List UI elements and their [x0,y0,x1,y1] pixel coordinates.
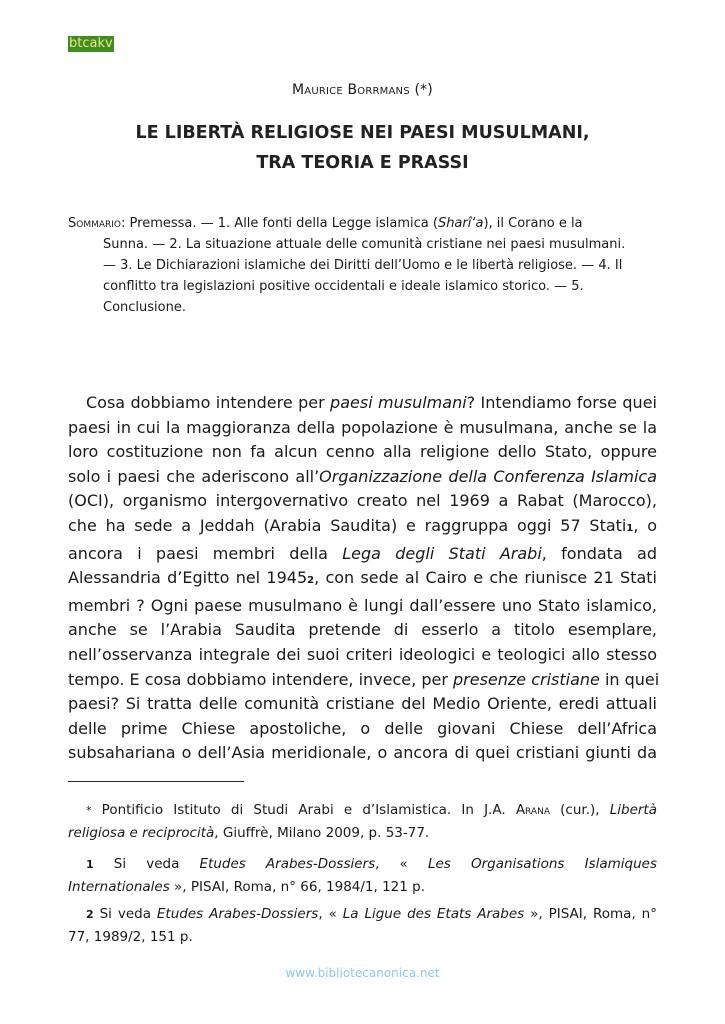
body-paragraph [68,391,660,766]
footnote-1 [68,853,657,898]
summary-line: Sunna. — 2. La situazione attuale delle comunità cristiane nei paesi musulmani. [103,237,626,252]
summary-lead: Sommario [68,216,122,231]
summary-text: ), il Corano e la [483,216,583,231]
body-line: delle prime Chiese apostoliche, o delle giovani Chiese dell’Africa [68,718,657,738]
footnote-star [68,799,657,844]
body-line: ancora i paesi membri della Lega degli Stati Arabi, fondata ad [68,543,658,563]
summary-text: : Premessa. — 1. Alle fonti della Legge islamica ( [121,216,438,231]
summary-line: — 3. Le Dichiarazioni islamiche dei Diritti dell’Uomo e le libertà religiose. — 4. Il [103,258,623,273]
body-line: paesi? Si tratta delle comunità cristiane del Medio Oriente, eredi attuali [68,694,657,714]
body-line: paesi in cui la maggioranza della popolazione è musulmana, anche se la [68,417,657,437]
body-line: loro costituzione non fa alcun cenno alla religione dello Stato, oppure [68,442,657,462]
author-name: Maurice Borrmans [292,82,410,98]
body-line: tempo. E cosa dobbiamo intendere, invece, per presenze cristiane in quei [68,669,660,689]
body-line: solo i paesi che aderiscono all’Organizzazione della Conferenza Islamica [68,466,658,486]
body-line: nell’osservanza integrale dei suoi criteri ideologici e teologici allo stesso [68,644,657,664]
body-line: membri ? Ogni paese musulmano è lungi dall’essere uno Stato islamico, [68,595,657,615]
author-line [0,82,725,98]
footnote-ref-2[interactable]: 2 [307,575,315,587]
title-line-2: TRA TEORIA E PRASSI [256,153,469,173]
title-line-1: LE LIBERTÀ RELIGIOSE NEI PAESI MUSULMANI, [135,123,590,143]
website-footer-link[interactable]: www.bibliotecanonica.net [285,966,440,980]
body-line: (OCI), organismo intergovernativo creato nel 1969 a Rabat (Marocco), [68,491,657,511]
document-tag: btcakv [69,36,113,51]
summary-line: Conclusione. [103,300,186,315]
body-line: anche se l’Arabia Saudita pretende di esserlo a titolo esemplare, [68,620,657,640]
footnote-line: 2 Si veda Etudes Arabes-Dossiers, « La Ligue des Etats Arabes », PISAI, Roma, n° [86,906,657,922]
body-line: subsahariana o dell’Asia meridionale, o ancora di quei cristiani giunti da [68,743,657,763]
footnote-line: Internationales », PISAI, Roma, n° 66, 1984/1, 121 p. [68,879,426,895]
footnote-ref-1[interactable]: 1 [626,522,634,534]
article-title [68,118,657,178]
summary-block [68,213,657,318]
footnote-line: religiosa e reciprocità, Giuffrè, Milano 2009, p. 53-77. [68,825,430,841]
footnote-line: 1 Si veda Etudes Arabes-Dossiers, « Les Organisations Islamiques [86,856,658,872]
footnote-line: 77, 1989/2, 151 p. [68,929,193,945]
summary-line [68,213,657,234]
body-line: Alessandria d’Egitto nel 19452, con sede al Cairo e che riunisce 21 Stati [68,568,657,588]
body-line: Cosa dobbiamo intendere per paesi musulmani? Intendiamo forse quei [86,393,657,412]
summary-line: conflitto tra legislazioni positive occidentali e ideale islamico storico. — 5. [103,279,584,294]
footnote-line: * Pontificio Istituto di Studi Arabi e d’Islamistica. In J.A. Arana (cur.), Libertà [86,802,657,818]
summary-italic: Sharî‘a [437,216,484,231]
author-footnote-mark[interactable]: (*) [414,82,433,98]
footnote-separator [68,781,244,782]
footnote-2 [68,903,657,948]
body-line: che ha sede a Jeddah (Arabia Saudita) e raggruppa oggi 57 Stati1, o [68,515,657,535]
